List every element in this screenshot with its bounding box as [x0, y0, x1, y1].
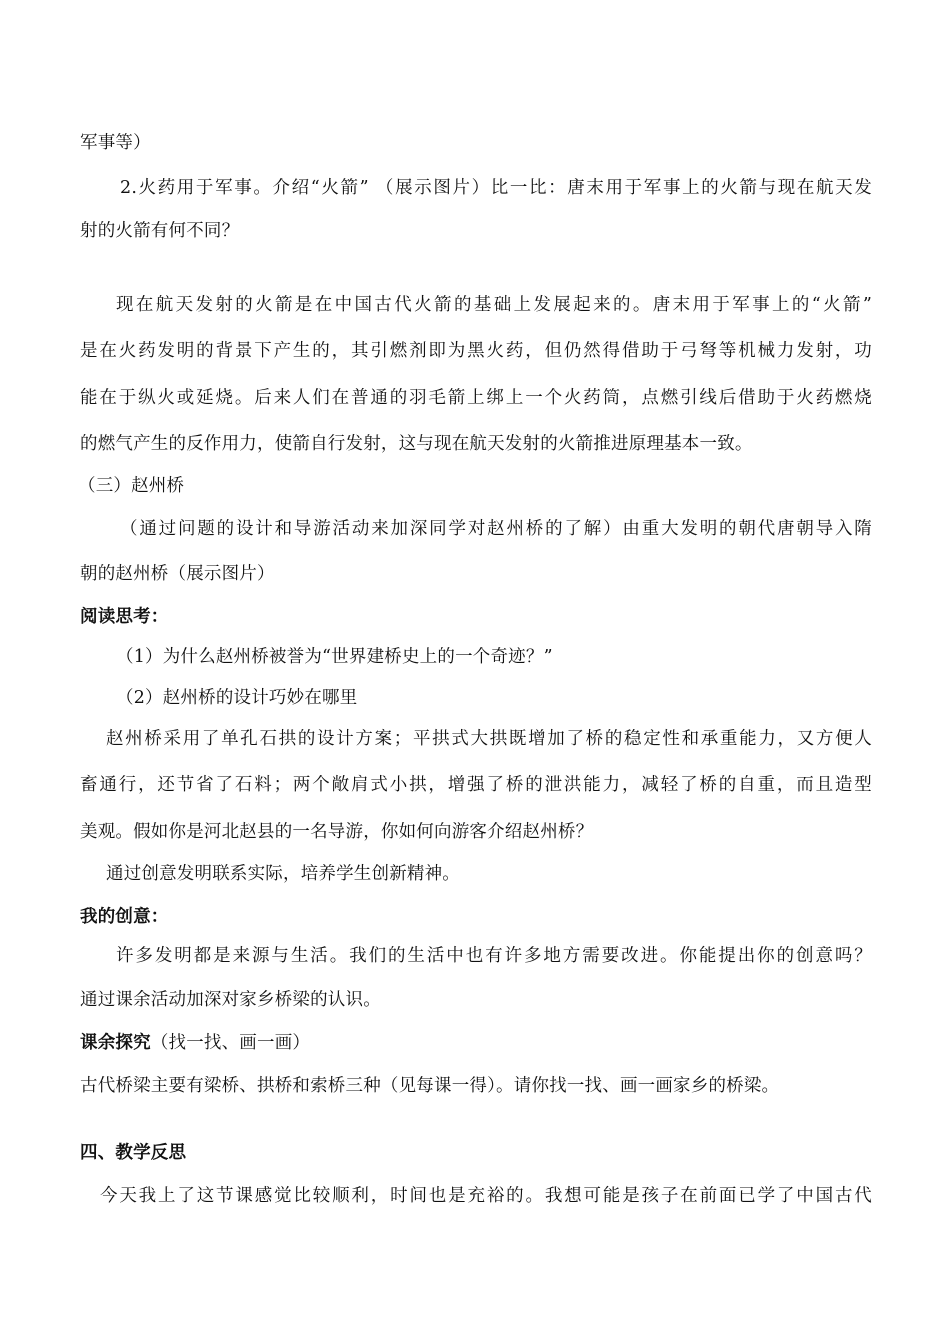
text-line-3: 射的火箭有何不同？: [80, 221, 240, 241]
section-heading-zhaozhou-bridge: （三）赵州桥: [78, 476, 185, 496]
after-class-subtitle: （找一找、画一画）: [150, 1033, 311, 1053]
text-line-22: 古代桥梁主要有梁桥、拱桥和索桥三种（见每课一得）。请你找一找、画一画家乡的桥梁。: [80, 1076, 780, 1096]
text-line-6: 能在于纵火或延烧。后来人们在普通的羽毛箭上绑上一个火药筒，点燃引线后借助于火药燃烧: [80, 388, 872, 408]
heading-after-class-inquiry: 课余探究: [80, 1033, 151, 1053]
text-line-10: 朝的赵州桥（展示图片）: [80, 564, 275, 584]
heading-reading-thinking: 阅读思考：: [80, 607, 169, 627]
heading-my-creativity: 我的创意：: [80, 907, 169, 927]
text-line-20: 通过课余活动加深对家乡桥梁的认识。: [80, 990, 381, 1010]
text-line-9: （通过问题的设计和导游活动来加深同学对赵州桥的了解）由重大发明的朝代唐朝导入隋: [120, 519, 872, 539]
text-line-1: 军事等）: [80, 133, 151, 153]
text-line-4: 现在航天发射的火箭是在中国古代火箭的基础上发展起来的。唐末用于军事上的“火箭”: [116, 295, 872, 315]
text-line-14: 赵州桥采用了单孔石拱的设计方案；平拱式大拱既增加了桥的稳定性和承重能力，又方便人: [106, 729, 872, 749]
text-line-16: 美观。假如你是河北赵县的一名导游，你如何向游客介绍赵州桥？: [80, 822, 594, 842]
question-1: （1）为什么赵州桥被誉为“世界建桥史上的一个奇迹？”: [116, 647, 553, 667]
text-line-19: 许多发明都是来源与生活。我们的生活中也有许多地方需要改进。你能提出你的创意吗？: [116, 946, 872, 966]
after-class-heading: [80, 1031, 310, 1055]
text-line-7: 的燃气产生的反作用力，使箭自行发射，这与现在航天发射的火箭推进原理基本一致。: [80, 434, 753, 454]
text-line-15: 畜通行，还节省了石料；两个敞肩式小拱，增强了桥的泄洪能力，减轻了桥的自重，而且造型: [80, 775, 872, 795]
text-line-2: 2.火药用于军事。介绍“火箭” （展示图片）比一比：唐末用于军事上的火箭与现在航天发: [120, 178, 872, 198]
text-line-17: 通过创意发明联系实际，培养学生创新精神。: [106, 864, 460, 884]
question-2: （2）赵州桥的设计巧妙在哪里: [116, 688, 358, 708]
text-line-5: 是在火药发明的背景下产生的，其引燃剂即为黑火药，但仍然得借助于弓弩等机械力发射，功: [80, 341, 872, 361]
text-line-24: 今天我上了这节课感觉比较顺利，时间也是充裕的。我想可能是孩子在前面已学了中国古代: [100, 1186, 872, 1206]
heading-teaching-reflection: 四、教学反思: [80, 1143, 187, 1163]
